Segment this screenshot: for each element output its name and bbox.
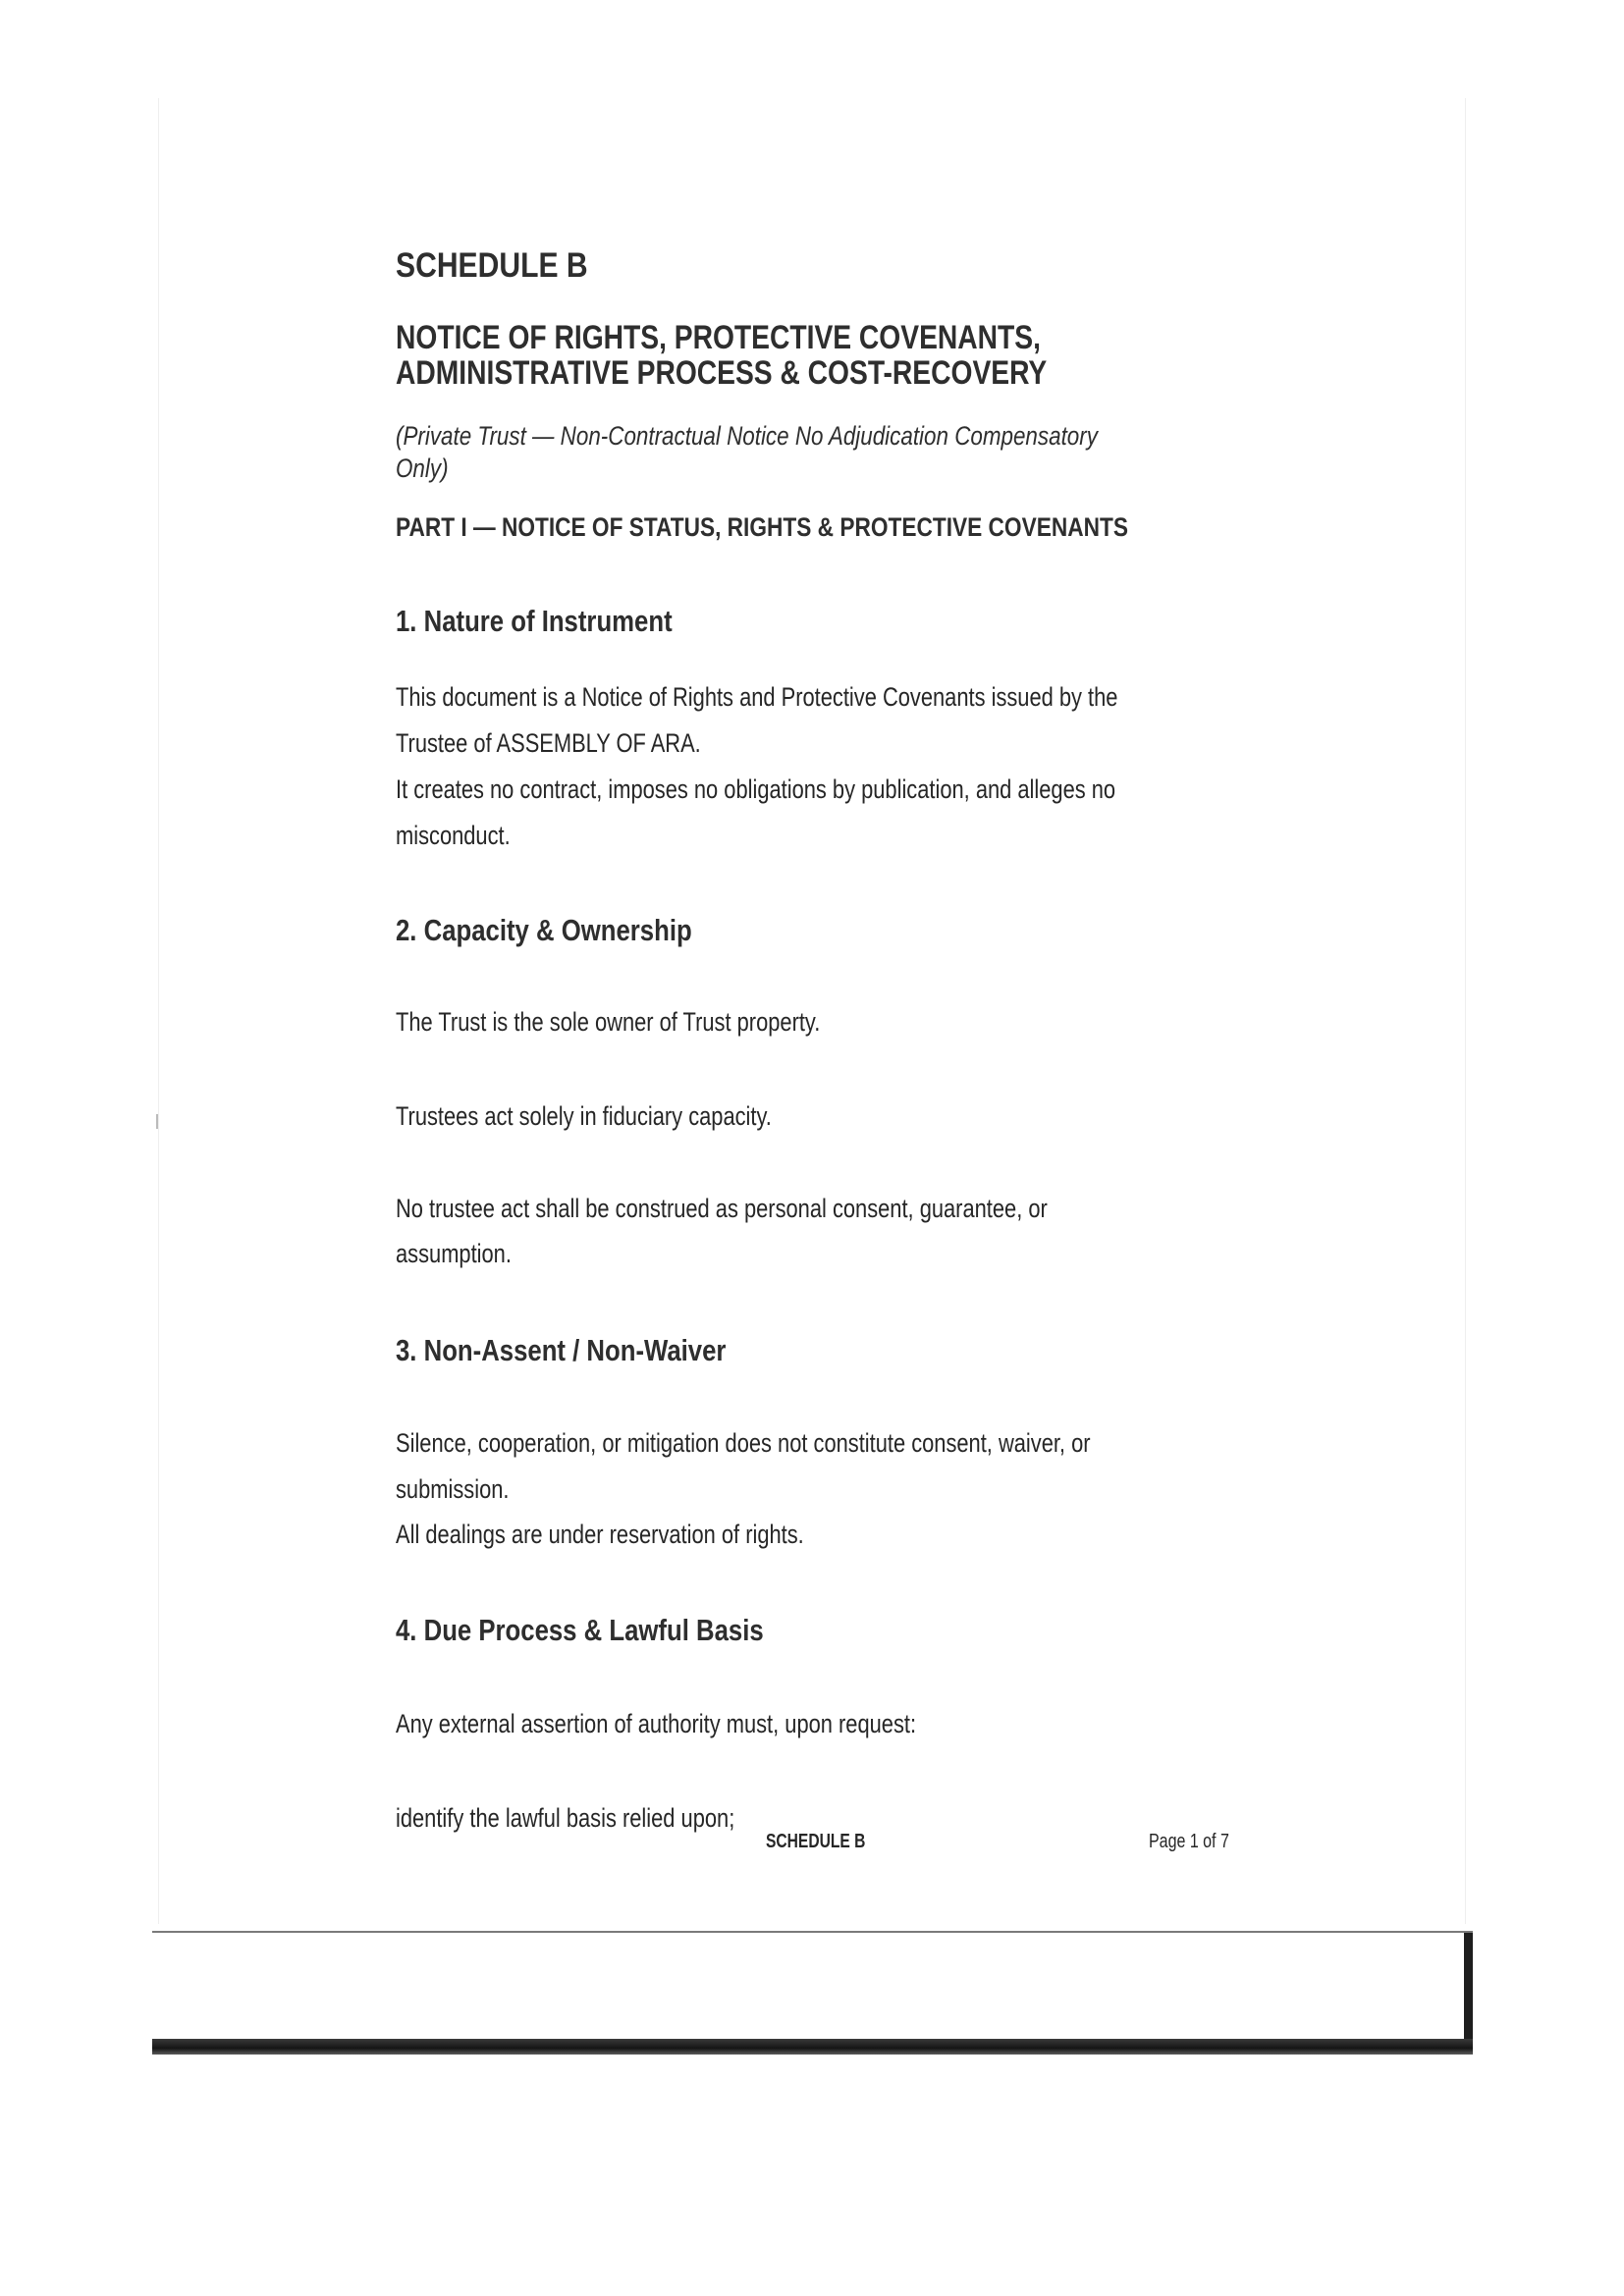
scan-mark (156, 1114, 158, 1129)
page-number: Page 1 of 7 (1149, 1831, 1229, 1852)
page-edge-right (1465, 98, 1466, 1924)
scan-line-top (152, 1931, 1473, 1933)
body-line: It creates no contract, imposes no obligations by publication, and alleges no (396, 774, 1116, 804)
part-heading: PART I — NOTICE OF STATUS, RIGHTS & PROTECTIVE COVENANTS (396, 512, 1128, 542)
title-line: ADMINISTRATIVE PROCESS & COST-RECOVERY (396, 354, 1048, 392)
body-line: identify the lawful basis relied upon; (396, 1803, 735, 1833)
footer-label: SCHEDULE B (766, 1831, 866, 1852)
body-line: Trustee of ASSEMBLY OF ARA. (396, 728, 701, 758)
section-heading: 1. Nature of Instrument (396, 604, 673, 638)
body-line: misconduct. (396, 821, 511, 850)
schedule-heading: SCHEDULE B (396, 246, 588, 285)
title-line: NOTICE OF RIGHTS, PROTECTIVE COVENANTS, (396, 319, 1041, 356)
subtitle-line: Only) (396, 454, 449, 483)
body-line: Trustees act solely in fiduciary capacity. (396, 1101, 772, 1131)
section-heading: 4. Due Process & Lawful Basis (396, 1613, 764, 1647)
body-line: Any external assertion of authority must, upon request: (396, 1709, 917, 1738)
scan-border-right (1464, 1933, 1473, 2055)
body-line: submission. (396, 1474, 510, 1504)
body-line: All dealings are under reservation of rights. (396, 1520, 804, 1549)
section-heading: 2. Capacity & Ownership (396, 913, 692, 947)
body-line: This document is a Notice of Rights and Protective Covenants issued by the (396, 682, 1118, 712)
scan-border-bottom (152, 2039, 1473, 2055)
body-line: assumption. (396, 1239, 512, 1268)
body-line: The Trust is the sole owner of Trust property. (396, 1007, 821, 1037)
subtitle-line: (Private Trust — Non-Contractual Notice No Adjudication Compensatory (396, 421, 1098, 451)
body-line: No trustee act shall be construed as personal consent, guarantee, or (396, 1194, 1048, 1223)
section-heading: 3. Non-Assent / Non-Waiver (396, 1333, 727, 1367)
page-edge-left (158, 98, 159, 1924)
body-line: Silence, cooperation, or mitigation does not constitute consent, waiver, or (396, 1428, 1091, 1458)
